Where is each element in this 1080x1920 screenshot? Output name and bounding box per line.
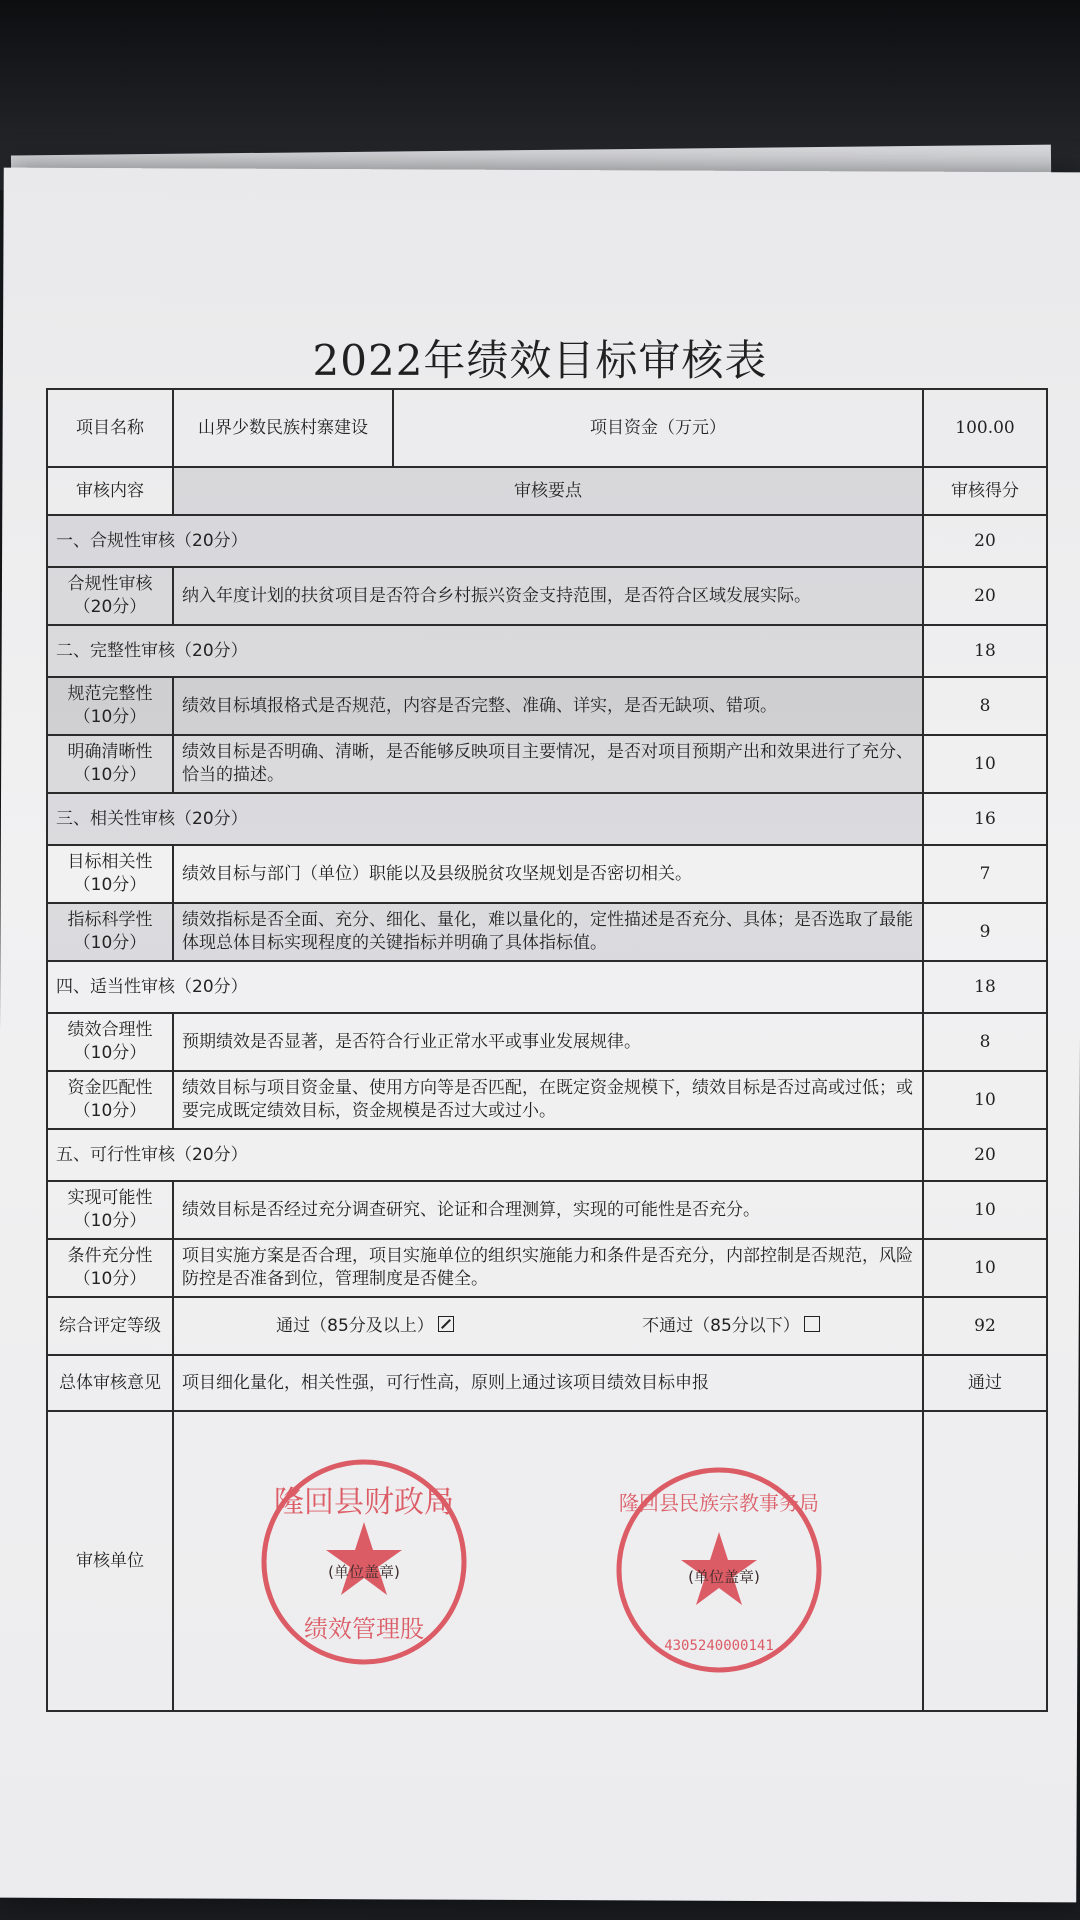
item-criteria: 绩效目标是否明确、清晰，是否能够反映项目主要情况，是否对项目预期产出和效果进行了充分、恰当的描述。 <box>173 735 923 793</box>
pass-text: 通过（85分及以上） <box>276 1315 434 1336</box>
stamp-note-1: (单位盖章) <box>328 1563 400 1581</box>
stamp2-code: 4305240000141 <box>664 1638 774 1654</box>
item-max-score: （10分） <box>73 933 147 953</box>
section-score: 18 <box>923 625 1047 677</box>
content-label: 审核内容 <box>47 467 173 515</box>
item-score: 9 <box>923 903 1047 961</box>
section-row <box>47 961 1047 1013</box>
stamp1-text: 隆回县财政局 <box>274 1485 454 1520</box>
item-name-cell <box>47 903 173 961</box>
item-max-score: （10分） <box>73 1043 147 1063</box>
section-title: 三、相关性审核（20分） <box>47 793 923 845</box>
item-criteria: 绩效指标是否全面、充分、细化、量化，难以量化的，定性描述是否充分、具体；是否选取了最能体现总体目标实现程度的关键指标并明确了具体指标值。 <box>173 903 923 961</box>
item-score: 20 <box>923 567 1047 625</box>
section-row <box>47 1129 1047 1181</box>
item-max-score: （20分） <box>73 597 147 617</box>
item-criteria: 预期绩效是否显著，是否符合行业正常水平或事业发展规律。 <box>173 1013 923 1071</box>
item-criteria: 绩效目标填报格式是否规范，内容是否完整、准确、详实，是否无缺项、错项。 <box>173 677 923 735</box>
item-row <box>47 903 1047 961</box>
item-score: 10 <box>923 1239 1047 1297</box>
item-max-score: （10分） <box>73 1269 147 1289</box>
item-name-cell <box>47 1071 173 1129</box>
rating-row <box>47 1297 1047 1355</box>
document-title: 2022年绩效目标审核表 <box>312 336 768 385</box>
opinion-text: 项目细化量化，相关性强，可行性高，原则上通过该项目绩效目标申报 <box>173 1355 923 1411</box>
stamp2-text: 隆回县民族宗教事务局 <box>619 1491 819 1515</box>
item-name: 资金匹配性 <box>67 1078 153 1099</box>
item-name: 实现可能性 <box>67 1188 153 1209</box>
item-criteria: 绩效目标是否经过充分调查研究、论证和合理测算，实现的可能性是否充分。 <box>173 1181 923 1239</box>
stamp-area <box>173 1411 923 1711</box>
section-score: 18 <box>923 961 1047 1013</box>
item-row <box>47 677 1047 735</box>
item-score: 10 <box>923 1071 1047 1129</box>
item-name: 指标科学性 <box>67 910 153 931</box>
reviewer-row <box>47 1411 1047 1711</box>
item-name-cell <box>47 1239 173 1297</box>
item-name: 明确清晰性 <box>67 742 153 763</box>
section-title: 二、完整性审核（20分） <box>47 625 923 677</box>
section-score: 20 <box>923 515 1047 567</box>
fail-text: 不通过（85分以下） <box>642 1315 800 1336</box>
rating-score: 92 <box>923 1297 1047 1355</box>
section-title: 一、合规性审核（20分） <box>47 515 923 567</box>
opinion-result: 通过 <box>923 1355 1047 1411</box>
item-name-cell <box>47 845 173 903</box>
stamp1-bottom-text: 绩效管理股 <box>304 1615 424 1643</box>
item-name: 绩效合理性 <box>67 1020 153 1041</box>
item-name-cell <box>47 735 173 793</box>
project-name-value: 山界少数民族村寨建设 <box>173 389 393 467</box>
pass-checkbox <box>438 1316 454 1332</box>
item-max-score: （10分） <box>73 707 147 727</box>
section-row <box>47 625 1047 677</box>
fund-value: 100.00 <box>923 389 1047 467</box>
fund-label: 项目资金（万元） <box>393 389 923 467</box>
item-row <box>47 1239 1047 1297</box>
section-title: 五、可行性审核（20分） <box>47 1129 923 1181</box>
section-title: 四、适当性审核（20分） <box>47 961 923 1013</box>
stamp-note-2: (单位盖章) <box>688 1568 760 1586</box>
review-form-table <box>46 388 1048 1712</box>
item-name-cell <box>47 1013 173 1071</box>
opinion-row <box>47 1355 1047 1411</box>
item-row <box>47 845 1047 903</box>
rating-options <box>173 1297 923 1355</box>
fail-checkbox <box>804 1316 820 1332</box>
fail-option <box>642 1315 820 1338</box>
item-name-cell <box>47 677 173 735</box>
item-row <box>47 1071 1047 1129</box>
item-name: 合规性审核 <box>67 574 153 595</box>
section-score: 20 <box>923 1129 1047 1181</box>
item-score: 10 <box>923 1181 1047 1239</box>
rating-label: 综合评定等级 <box>47 1297 173 1355</box>
item-score: 8 <box>923 677 1047 735</box>
item-row <box>47 567 1047 625</box>
opinion-label: 总体审核意见 <box>47 1355 173 1411</box>
item-name: 条件充分性 <box>67 1246 153 1267</box>
item-criteria: 纳入年度计划的扶贫项目是否符合乡村振兴资金支持范围，是否符合区域发展实际。 <box>173 567 923 625</box>
item-criteria: 项目实施方案是否合理，项目实施单位的组织实施能力和条件是否充分，内部控制是否规范，风险防控是否准备到位，管理制度是否健全。 <box>173 1239 923 1297</box>
header-row-project <box>47 389 1047 467</box>
project-name-label: 项目名称 <box>47 389 173 467</box>
item-row <box>47 735 1047 793</box>
section-row <box>47 515 1047 567</box>
pass-option <box>276 1315 454 1338</box>
item-row <box>47 1013 1047 1071</box>
item-name-cell <box>47 567 173 625</box>
item-score: 7 <box>923 845 1047 903</box>
reviewer-score-empty <box>923 1411 1047 1711</box>
score-label: 审核得分 <box>923 467 1047 515</box>
points-label: 审核要点 <box>173 467 923 515</box>
section-row <box>47 793 1047 845</box>
item-max-score: （10分） <box>73 875 147 895</box>
section-score: 16 <box>923 793 1047 845</box>
item-max-score: （10分） <box>73 1101 147 1121</box>
header-row-columns <box>47 467 1047 515</box>
item-score: 10 <box>923 735 1047 793</box>
reviewer-label: 审核单位 <box>47 1411 173 1711</box>
item-max-score: （10分） <box>73 765 147 785</box>
item-score: 8 <box>923 1013 1047 1071</box>
item-row <box>47 1181 1047 1239</box>
item-name-cell <box>47 1181 173 1239</box>
item-max-score: （10分） <box>73 1211 147 1231</box>
item-name: 目标相关性 <box>67 852 153 873</box>
item-criteria: 绩效目标与项目资金量、使用方向等是否匹配，在既定资金规模下，绩效目标是否过高或过低；或要完成既定绩效目标，资金规模是否过大或过小。 <box>173 1071 923 1129</box>
item-name: 规范完整性 <box>67 684 153 705</box>
item-criteria: 绩效目标与部门（单位）职能以及县级脱贫攻坚规划是否密切相关。 <box>173 845 923 903</box>
